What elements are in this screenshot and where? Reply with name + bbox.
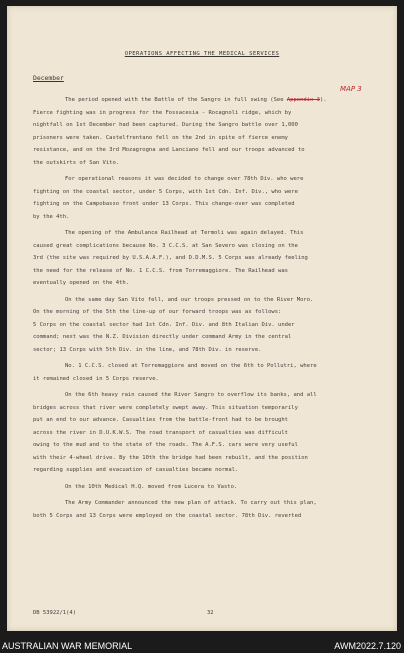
struck-reference: Appendix 3 xyxy=(286,97,320,103)
text-line: The Army Commander announced the new plan of attack. To carry out this plan, xyxy=(65,500,317,506)
text-line: with their 4-wheel drive. By the 10th the bridge had been rebuilt, and the position xyxy=(33,454,308,461)
text-line: On the same day San Vito fell, and our troops pressed on to the River Moro. xyxy=(65,296,314,303)
page-number: 32 xyxy=(207,610,214,616)
text-line-content: The period opened with the Battle of the Sangro in full swing (See xyxy=(65,97,284,103)
text-line: it remained closed in 5 Corps reserve. xyxy=(33,375,159,382)
text-line: fighting on the Campobasso front under 13 Corps. This change-over was completed xyxy=(33,201,295,207)
text-line: the outskirts of San Vito. xyxy=(33,159,120,166)
text-line: command; next was the N.Z. Division directly under command Army in the central xyxy=(33,334,292,340)
text-line: eventually opened on the 4th. xyxy=(33,280,130,286)
document-reference: DB 53922/1(4) xyxy=(33,610,77,616)
text-line: Fierce fighting was in progress for the Fossacesia - Rocagnoli ridge, which by xyxy=(33,109,292,116)
text-line: 3rd (the site was required by U.S.A.A.F.), and D.D.M.S. 5 Corps was already feeling xyxy=(33,255,308,261)
document-body xyxy=(33,94,378,522)
handwritten-annotation: MAP 3 xyxy=(340,85,362,93)
document-heading: OPERATIONS AFFECTING THE MEDICAL SERVICES xyxy=(124,51,280,57)
text-line: nightfall on 1st December had been captured. During the Sangro battle over 1,000 xyxy=(33,122,298,128)
document-page xyxy=(7,6,397,631)
line-end: ). xyxy=(319,97,327,103)
text-line: caused great complications because No. 3 C.C.S. at San Severo was closing on the xyxy=(33,242,298,249)
item-id: AWM2022.7.120 xyxy=(334,641,401,651)
text-line: bridges across that river were completely swept away. This situation temporarily xyxy=(33,404,298,411)
text-line: 5 Corps on the coastal sector had 1st Cdn. Inf. Div. and 8th Italian Div. under xyxy=(33,321,295,328)
text-line: On the 6th heavy rain caused the River Sangro to overflow its banks, and all xyxy=(65,392,317,398)
text-line: both 5 Corps and 13 Corps were employed on the coastal sector. 78th Div. reverted xyxy=(33,512,302,519)
text-line: across the river in D.U.K.W.S. The road transport of casualties was difficult xyxy=(33,429,288,436)
text-line: On the 10th Medical H.Q. moved from Lucera to Vasto. xyxy=(65,483,238,490)
text-line xyxy=(33,94,378,107)
month-heading: December xyxy=(33,74,64,82)
text-line: the need for the release of No. 1 C.C.S. from Torremaggiore. The Railhead was xyxy=(33,267,288,274)
text-line: The opening of the Ambulance Railhead at Termoli was again delayed. This xyxy=(65,230,304,236)
text-line: prisoners were taken. Castelfrentano fell on the 2nd in spite of fierce enemy xyxy=(33,134,288,141)
institution-name: AUSTRALIAN WAR MEMORIAL xyxy=(2,641,133,651)
text-line: regarding supplies and evacuation of casualties became normal. xyxy=(33,467,239,473)
text-line: On the morning of the 5th the line-up of our forward troops was as follows: xyxy=(33,309,282,315)
archive-footer-bar xyxy=(0,640,404,653)
text-line: For operational reasons it was decided to change over 78th Div. who were xyxy=(65,176,304,182)
text-line: sector; 13 Corps with 5th Div. in the line, and 78th Div. in reserve. xyxy=(33,346,262,353)
text-line: resistance, and on the 3rd Mozagrogna and Lanciano fell and our troops advanced to xyxy=(33,147,305,153)
text-line: put an end to our advance. Casualties from the battle-front had to be brought xyxy=(33,417,288,423)
text-line: fighting on the coastal sector, under 5 Corps, with 1st Cdn. Inf. Div., who were xyxy=(33,188,298,195)
text-line: owing to the mud and to the state of the roads. The A.F.S. cars were very useful xyxy=(33,442,298,448)
text-line: No. 1 C.C.S. closed at Torremaggiore and moved on the 6th to Pollutri, where xyxy=(65,363,317,369)
text-line: by the 4th. xyxy=(33,213,70,220)
